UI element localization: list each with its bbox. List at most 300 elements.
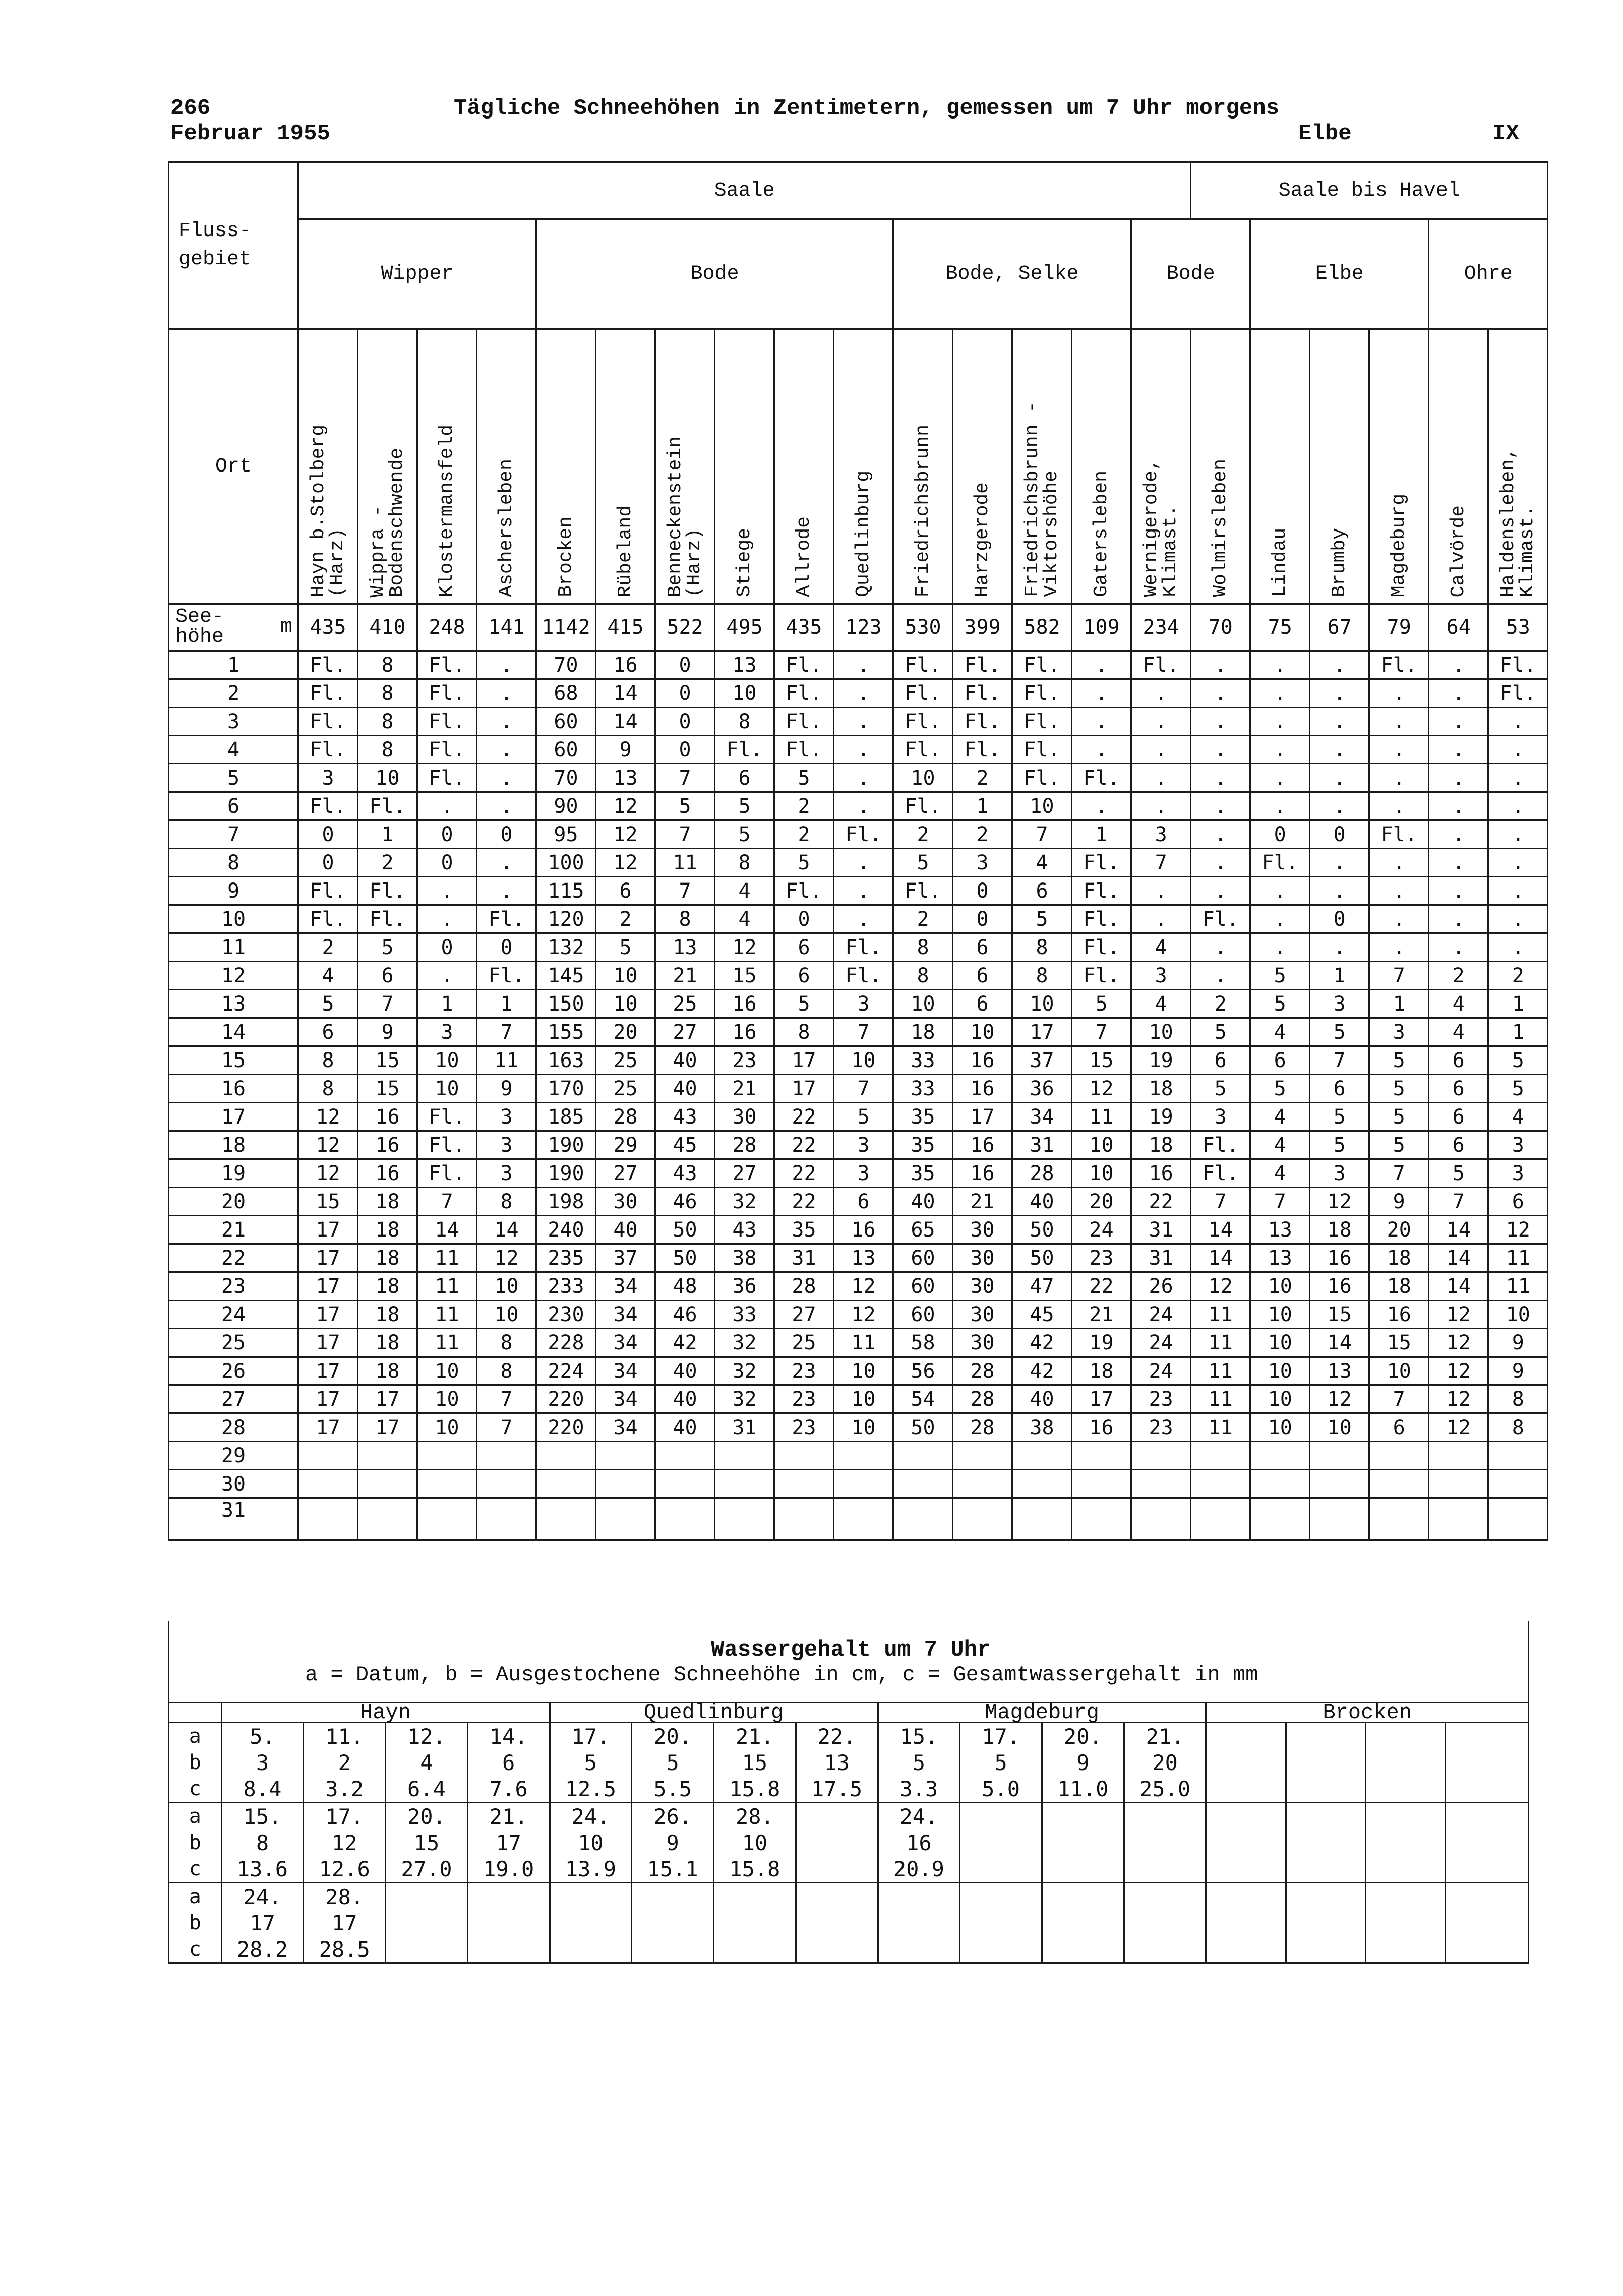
snow-depth-cell: 6 [1012,877,1072,905]
snow-depth-cell: 10 [477,1301,536,1329]
snow-depth-cell: 10 [417,1075,477,1103]
snow-depth-cell: 10 [1250,1357,1310,1385]
snow-depth-cell: 4 [1131,933,1191,962]
water-cell: 10 [714,1830,796,1856]
snow-depth-cell: 230 [536,1301,596,1329]
water-cell: 15.1 [632,1856,714,1883]
snow-depth-cell: 3 [417,1018,477,1046]
snow-depth-cell: 4 [1429,990,1488,1018]
snow-depth-cell: 16 [1131,1159,1191,1188]
snow-depth-cell: 2 [893,905,953,933]
station-name: Hayn b.Stolberg (Harz) [307,424,348,597]
day-row [169,708,1548,736]
wg-corner [169,1703,222,1723]
snow-depth-cell: 70 [536,764,596,792]
snow-depth-cell: 6 [1429,1131,1488,1159]
water-row-label: a [169,1803,222,1830]
snow-depth-cell: 60 [893,1272,953,1301]
station-elevation: 64 [1429,604,1488,651]
snow-depth-cell: . [477,679,536,708]
snow-depth-cell: Fl. [417,736,477,764]
snow-depth-cell: . [1191,764,1250,792]
snow-depth-cell: 23 [1131,1385,1191,1414]
snow-depth-cell: 34 [596,1357,655,1385]
snow-depth-cell: Fl. [1369,820,1429,849]
water-cell: 9 [1042,1749,1124,1776]
snow-depth-cell: 32 [715,1385,774,1414]
snow-depth-cell: 17 [298,1244,358,1272]
day-row [169,736,1548,764]
snow-depth-cell: . [1250,679,1310,708]
snow-depth-cell: 5 [298,990,358,1018]
water-cell [386,1910,468,1936]
snow-depth-cell: . [834,679,893,708]
water-cell: 8 [221,1830,304,1856]
snow-depth-cell: 1 [1369,990,1429,1018]
snow-depth-cell [1429,1470,1488,1498]
snow-depth-cell: . [1488,849,1548,877]
snow-depth-cell: 7 [834,1075,893,1103]
snow-depth-cell: Fl. [477,962,536,990]
water-row-label: b [169,1749,222,1776]
day-number: 5 [169,764,298,792]
snow-depth-cell: 54 [893,1385,953,1414]
wg-station-magdeburg: Magdeburg [878,1703,1206,1723]
station-elevation: 435 [774,604,834,651]
snow-depth-cell: 15 [715,962,774,990]
snow-depth-cell: 30 [953,1216,1012,1244]
water-cell [1206,1830,1286,1856]
snow-depth-cell: 42 [655,1329,715,1357]
water-cell [1206,1936,1286,1963]
snow-depth-cell: 7 [1310,1046,1369,1075]
snow-depth-cell: 7 [477,1414,536,1442]
snow-depth-cell: 18 [1131,1075,1191,1103]
snow-depth-cell: 42 [1012,1329,1072,1357]
water-cell [550,1936,632,1963]
snow-depth-cell: . [417,905,477,933]
water-row-label: a [169,1723,222,1750]
snow-depth-cell: 228 [536,1329,596,1357]
snow-depth-cell: 2 [298,933,358,962]
snow-depth-cell: . [1488,820,1548,849]
snow-depth-cell: Fl. [893,708,953,736]
day-row [169,1272,1548,1301]
snow-depth-cell [417,1470,477,1498]
snow-depth-cell: . [1250,905,1310,933]
snow-depth-cell: 8 [893,933,953,962]
snow-depth-cell: . [1488,792,1548,820]
snow-depth-cell: 12 [596,820,655,849]
snow-depth-cell: . [1072,792,1131,820]
snow-depth-cell: 22 [774,1131,834,1159]
snow-depth-cell [477,1470,536,1498]
snow-depth-cell: 17 [1012,1018,1072,1046]
station-elevation: 399 [953,604,1012,651]
snow-depth-cell: 20 [1369,1216,1429,1244]
snow-depth-cell: 31 [774,1244,834,1272]
water-cell [550,1883,632,1910]
snow-depth-cell: . [477,792,536,820]
snow-depth-cell: . [1191,820,1250,849]
day-row [169,1216,1548,1244]
snow-depth-cell: 12 [1191,1272,1250,1301]
snow-depth-cell: 7 [1369,1385,1429,1414]
snow-depth-cell: 11 [1072,1103,1131,1131]
station-header-wrap [656,330,714,603]
station-elevation: 109 [1072,604,1131,651]
water-cell [632,1883,714,1910]
snow-depth-cell: 6 [1429,1046,1488,1075]
water-row-label: a [169,1883,222,1910]
snow-depth-cell: 6 [774,962,834,990]
snow-depth-cell: . [1131,877,1191,905]
snow-depth-cell: 1 [1488,1018,1548,1046]
snow-depth-cell: 30 [953,1301,1012,1329]
water-cell [632,1910,714,1936]
snow-depth-cell: 8 [358,679,417,708]
snow-depth-cell: 12 [1429,1301,1488,1329]
station-header-wrap [299,330,357,603]
snow-depth-cell: 36 [1012,1075,1072,1103]
snow-depth-cell [655,1498,715,1540]
station-name: Calvörde [1447,505,1469,597]
station-header [715,329,774,604]
snow-depth-cell: 28 [1012,1159,1072,1188]
snow-depth-cell: 11 [1191,1414,1250,1442]
water-cell: 17 [221,1910,304,1936]
snow-depth-cell: 6 [1310,1075,1369,1103]
snow-depth-cell: 22 [774,1188,834,1216]
snow-depth-cell: 0 [655,679,715,708]
day-row [169,1188,1548,1216]
snow-depth-cell: 12 [834,1272,893,1301]
snow-depth-cell: 8 [1012,962,1072,990]
snow-depth-cell: 11 [417,1272,477,1301]
snow-depth-cell: . [1369,764,1429,792]
station-elevation: 248 [417,604,477,651]
snow-depth-cell: 11 [1191,1385,1250,1414]
snow-depth-cell: 15 [298,1188,358,1216]
snow-depth-table [168,161,1548,1541]
snow-depth-cell [834,1498,893,1540]
water-cell: 17. [550,1723,632,1750]
snow-depth-cell: 25 [596,1075,655,1103]
snow-depth-cell [1131,1442,1191,1470]
snow-depth-cell: 43 [655,1103,715,1131]
month-label: Februar 1955 [170,121,330,146]
snow-depth-cell: 1 [477,990,536,1018]
flussgebiet-label: Fluss- gebiet [169,162,298,329]
snow-depth-cell: . [1072,679,1131,708]
snow-depth-cell [1369,1470,1429,1498]
snow-depth-cell: Fl. [774,651,834,679]
water-cell: 20. [632,1723,714,1750]
snow-depth-cell: 0 [417,849,477,877]
snow-depth-cell: Fl. [1488,651,1548,679]
station-header-wrap [358,330,416,603]
snow-depth-cell: 233 [536,1272,596,1301]
snow-depth-cell: 50 [1012,1244,1072,1272]
snow-depth-cell: 28 [596,1103,655,1131]
snow-depth-cell: . [1191,679,1250,708]
snow-depth-cell [893,1498,953,1540]
snow-depth-cell: 8 [655,905,715,933]
snow-depth-cell: 23 [1131,1414,1191,1442]
station-elevation: 79 [1369,604,1429,651]
snow-depth-cell: 21 [953,1188,1012,1216]
snow-depth-cell: 25 [774,1329,834,1357]
snow-depth-cell: 8 [893,962,953,990]
station-header [834,329,893,604]
snow-depth-cell: 4 [1250,1103,1310,1131]
snow-depth-cell: 190 [536,1159,596,1188]
water-cell [1042,1830,1124,1856]
snow-depth-cell: 17 [1072,1385,1131,1414]
snow-depth-cell: 3 [834,1131,893,1159]
snow-depth-cell: 22 [1131,1188,1191,1216]
water-cell [1286,1830,1365,1856]
day-number: 29 [169,1442,298,1470]
snow-depth-cell: Fl. [417,679,477,708]
snow-depth-cell: Fl. [477,905,536,933]
snow-depth-cell: 0 [477,933,536,962]
snow-depth-cell [893,1442,953,1470]
snow-depth-cell: 19 [1131,1103,1191,1131]
water-cell [714,1883,796,1910]
day-row [169,1244,1548,1272]
snow-depth-cell: . [834,792,893,820]
snow-depth-cell: 40 [1012,1385,1072,1414]
station-header-wrap [1489,330,1547,603]
station-header [536,329,596,604]
snow-depth-cell: 235 [536,1244,596,1272]
water-cell: 19.0 [467,1856,550,1883]
snow-depth-cell: 20 [596,1018,655,1046]
station-name: Brocken [555,516,577,597]
snow-depth-cell: 35 [774,1216,834,1244]
snow-depth-cell: 1 [358,820,417,849]
snow-depth-cell: . [1369,877,1429,905]
snow-depth-cell: 5 [596,933,655,962]
water-cell: 3.2 [304,1776,386,1803]
snow-depth-cell: 33 [715,1301,774,1329]
station-header [1072,329,1131,604]
water-cell: 11.0 [1042,1776,1124,1803]
snow-depth-cell: 5 [1369,1075,1429,1103]
snow-depth-cell: 6 [1369,1414,1429,1442]
snow-depth-cell: 150 [536,990,596,1018]
snow-depth-cell: 9 [1488,1357,1548,1385]
day-row [169,1046,1548,1075]
snow-depth-cell: 10 [715,679,774,708]
water-cell [1286,1803,1365,1830]
water-cell [1286,1856,1365,1883]
water-cell [1445,1749,1528,1776]
snow-depth-cell: . [834,708,893,736]
snow-depth-cell: 5 [715,792,774,820]
station-name: Lindau [1269,528,1291,597]
snow-depth-cell: 16 [1072,1414,1131,1442]
station-header [1429,329,1488,604]
snow-depth-cell: 12 [834,1301,893,1329]
snow-depth-cell: 14 [1310,1329,1369,1357]
snow-depth-cell: 14 [1429,1272,1488,1301]
snow-depth-cell: 18 [358,1272,417,1301]
snow-depth-cell: 10 [1012,990,1072,1018]
snow-depth-cell: 18 [358,1357,417,1385]
snow-depth-cell [1072,1442,1131,1470]
snow-depth-cell: 16 [1310,1244,1369,1272]
station-header [1131,329,1191,604]
snow-depth-cell: 16 [953,1159,1012,1188]
station-header [774,329,834,604]
wg-station-hayn: Hayn [221,1703,550,1723]
snow-depth-cell: 14 [1191,1216,1250,1244]
snow-depth-cell: 27 [715,1159,774,1188]
snow-depth-cell: . [477,764,536,792]
snow-depth-cell [1429,1442,1488,1470]
snow-depth-cell [298,1442,358,1470]
snow-depth-cell: . [1191,849,1250,877]
snow-depth-cell: 6 [1429,1103,1488,1131]
snow-depth-cell: 0 [1250,820,1310,849]
snow-depth-cell: 0 [417,933,477,962]
water-cell [1124,1803,1206,1830]
snow-depth-cell: 34 [596,1414,655,1442]
water-cell: 15 [386,1830,468,1856]
water-cell: 5. [221,1723,304,1750]
snow-depth-cell [477,1442,536,1470]
snow-depth-cell: 48 [655,1272,715,1301]
snow-depth-cell: 18 [1072,1357,1131,1385]
water-cell [1206,1723,1286,1750]
water-cell [1042,1883,1124,1910]
snow-depth-cell: . [1488,736,1548,764]
snow-depth-cell: 220 [536,1414,596,1442]
group-bode-2: Bode [1131,219,1250,329]
water-cell [796,1936,878,1963]
snow-depth-cell: . [834,877,893,905]
region-label: Elbe [1298,121,1352,146]
station-header-wrap [1191,330,1249,603]
station-header-wrap [834,330,892,603]
snow-depth-cell: Fl. [298,877,358,905]
snow-depth-cell: 10 [417,1357,477,1385]
station-elevation: 582 [1012,604,1072,651]
snow-depth-cell: 36 [715,1272,774,1301]
snow-depth-cell: 5 [358,933,417,962]
snow-depth-cell: 16 [358,1103,417,1131]
snow-depth-cell: 8 [358,736,417,764]
snow-depth-cell: . [1488,933,1548,962]
snow-depth-cell: 1 [1310,962,1369,990]
snow-depth-cell [953,1498,1012,1540]
sheet-number: IX [1492,121,1519,146]
snow-depth-cell: . [1310,736,1369,764]
snow-depth-cell: 12 [1488,1216,1548,1244]
water-content-legend: a = Datum, b = Ausgestochene Schneehöhe in cm, c = Gesamtwassergehalt in mm [305,1663,1258,1687]
snow-depth-cell: 60 [536,736,596,764]
snow-depth-cell: 2 [1488,962,1548,990]
snow-depth-cell: 35 [893,1131,953,1159]
water-cell [796,1830,878,1856]
snow-depth-cell: 37 [596,1244,655,1272]
snow-depth-cell [953,1442,1012,1470]
station-elevation: 1142 [536,604,596,651]
snow-depth-cell: 50 [655,1216,715,1244]
station-header [1250,329,1310,604]
snow-depth-cell: 115 [536,877,596,905]
snow-depth-cell: 5 [1191,1075,1250,1103]
snow-depth-cell: 7 [1131,849,1191,877]
water-cell: 15.8 [714,1776,796,1803]
snow-depth-cell: 10 [1250,1329,1310,1357]
snow-depth-cell: 16 [1369,1301,1429,1329]
snow-depth-cell: 0 [953,877,1012,905]
snow-depth-cell: Fl. [1012,651,1072,679]
snow-depth-cell: 11 [1191,1357,1250,1385]
snow-depth-cell: . [1369,708,1429,736]
snow-depth-cell: 14 [1429,1244,1488,1272]
day-number: 6 [169,792,298,820]
snow-depth-cell: 7 [358,990,417,1018]
snow-depth-cell: 30 [953,1244,1012,1272]
snow-depth-cell: 0 [655,708,715,736]
station-header [298,329,358,604]
snow-depth-cell: Fl. [834,933,893,962]
snow-depth-cell: 40 [655,1385,715,1414]
snow-depth-cell: . [834,905,893,933]
snow-depth-cell: 3 [1488,1131,1548,1159]
water-cell: 6.4 [386,1776,468,1803]
snow-depth-cell: Fl. [774,679,834,708]
snow-depth-cell: Fl. [953,651,1012,679]
snow-depth-cell: 25 [655,990,715,1018]
snow-depth-cell: Fl. [417,651,477,679]
snow-depth-cell [536,1498,596,1540]
snow-depth-cell: 220 [536,1385,596,1414]
snow-depth-cell: 23 [774,1357,834,1385]
snow-depth-cell [1488,1498,1548,1540]
snow-depth-cell: 30 [715,1103,774,1131]
water-cell [1365,1936,1445,1963]
water-cell [1365,1749,1445,1776]
water-cell [796,1883,878,1910]
snow-depth-cell: 2 [953,820,1012,849]
snow-depth-cell: 17 [298,1272,358,1301]
snow-depth-cell: 33 [893,1046,953,1075]
water-cell: 5.0 [960,1776,1042,1803]
snow-depth-cell: . [1250,792,1310,820]
snow-depth-cell: 40 [655,1075,715,1103]
snow-depth-cell: . [1488,905,1548,933]
snow-depth-cell: 10 [1012,792,1072,820]
snow-depth-cell: 32 [715,1188,774,1216]
snow-depth-cell: 8 [774,1018,834,1046]
snow-depth-cell: 185 [536,1103,596,1131]
snow-depth-cell: 32 [715,1357,774,1385]
water-cell: 21. [1124,1723,1206,1750]
snow-depth-cell: . [1250,736,1310,764]
water-cell: 15.8 [714,1856,796,1883]
snow-depth-cell: . [1250,708,1310,736]
station-header-wrap [775,330,833,603]
day-number: 16 [169,1075,298,1103]
snow-depth-cell: Fl. [893,877,953,905]
snow-depth-cell: . [1250,764,1310,792]
snow-depth-cell: . [1369,792,1429,820]
